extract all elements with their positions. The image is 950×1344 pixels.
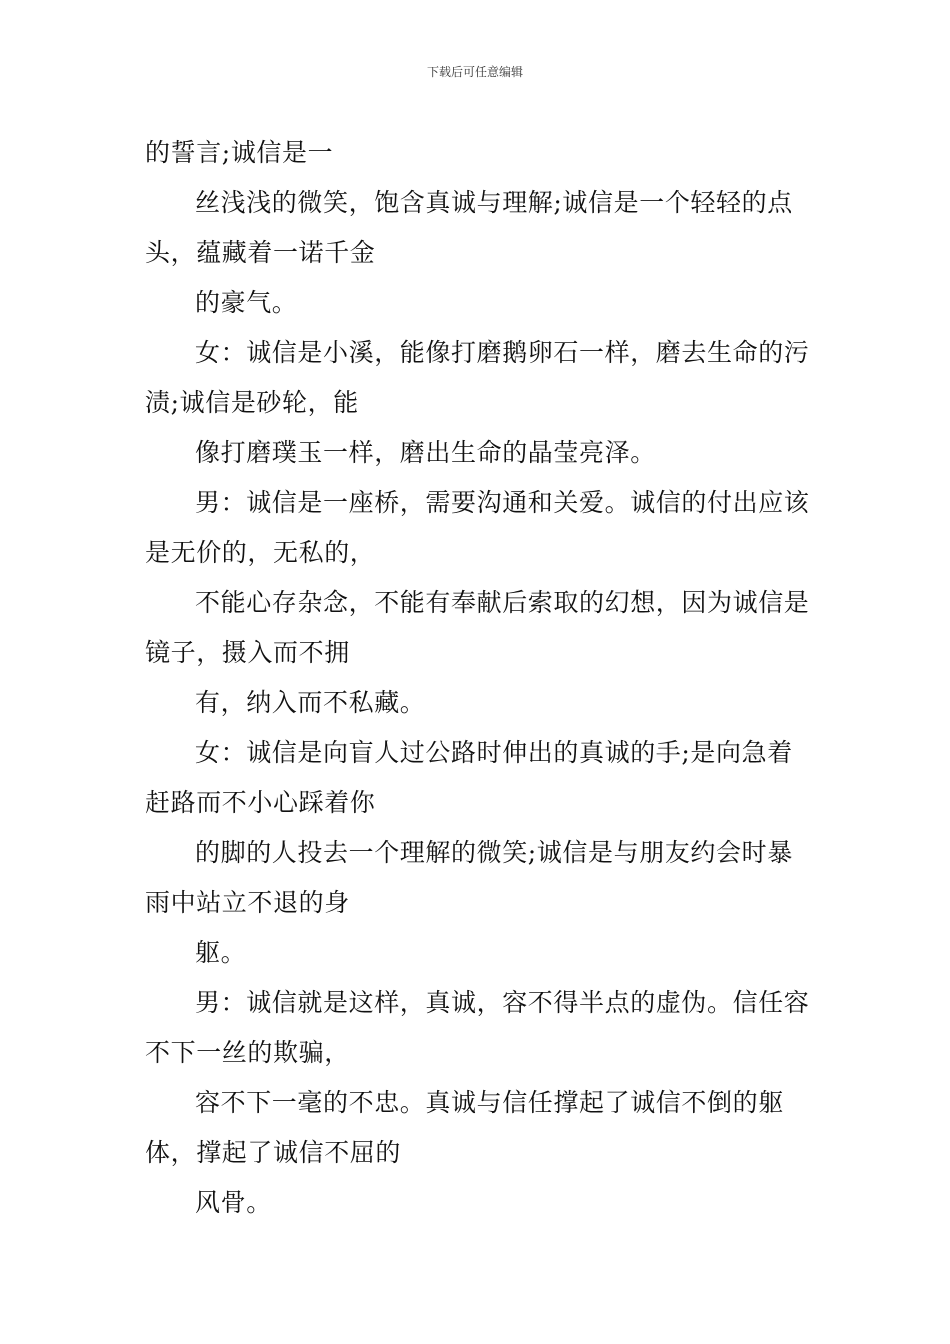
paragraph-7: 不能心存杂念，不能有奉献后索取的幻想，因为诚信是镜子，摄入而不拥 <box>145 588 810 667</box>
paragraph-10: 的脚的人投去一个理解的微笑;诚信是与朋友约会时暴雨中站立不退的身 <box>145 838 793 917</box>
paragraph-2: 丝浅浅的微笑，饱含真诚与理解;诚信是一个轻轻的点头，蕴藏着一诺千金 <box>145 188 793 267</box>
paragraph-13: 容不下一毫的不忠。真诚与信任撑起了诚信不倒的躯体，撑起了诚信不屈的 <box>145 1088 784 1167</box>
paragraph-3: 的豪气。 <box>195 288 298 317</box>
paragraph-8: 有，纳入而不私藏。 <box>195 688 426 717</box>
paragraph-4: 女：诚信是小溪，能像打磨鹅卵石一样，磨去生命的污渍;诚信是砂轮，能 <box>145 338 810 417</box>
paragraph-6: 男：诚信是一座桥，需要沟通和关爱。诚信的付出应该是无价的，无私的， <box>145 488 810 567</box>
paragraph-14: 风骨。 <box>195 1188 272 1217</box>
paragraph-11: 躯。 <box>195 938 247 967</box>
page-header: 下载后可任意编辑 <box>426 65 523 79</box>
paragraph-1: 的誓言;诚信是一 <box>145 138 334 167</box>
paragraph-5: 像打磨璞玉一样，磨出生命的晶莹亮泽。 <box>195 438 656 467</box>
paragraph-9: 女：诚信是向盲人过公路时伸出的真诚的手;是向急着赶路而不小心踩着你 <box>145 738 793 817</box>
document-body <box>145 128 810 1228</box>
paragraph-12: 男：诚信就是这样，真诚，容不得半点的虚伪。信任容不下一丝的欺骗， <box>145 988 810 1067</box>
